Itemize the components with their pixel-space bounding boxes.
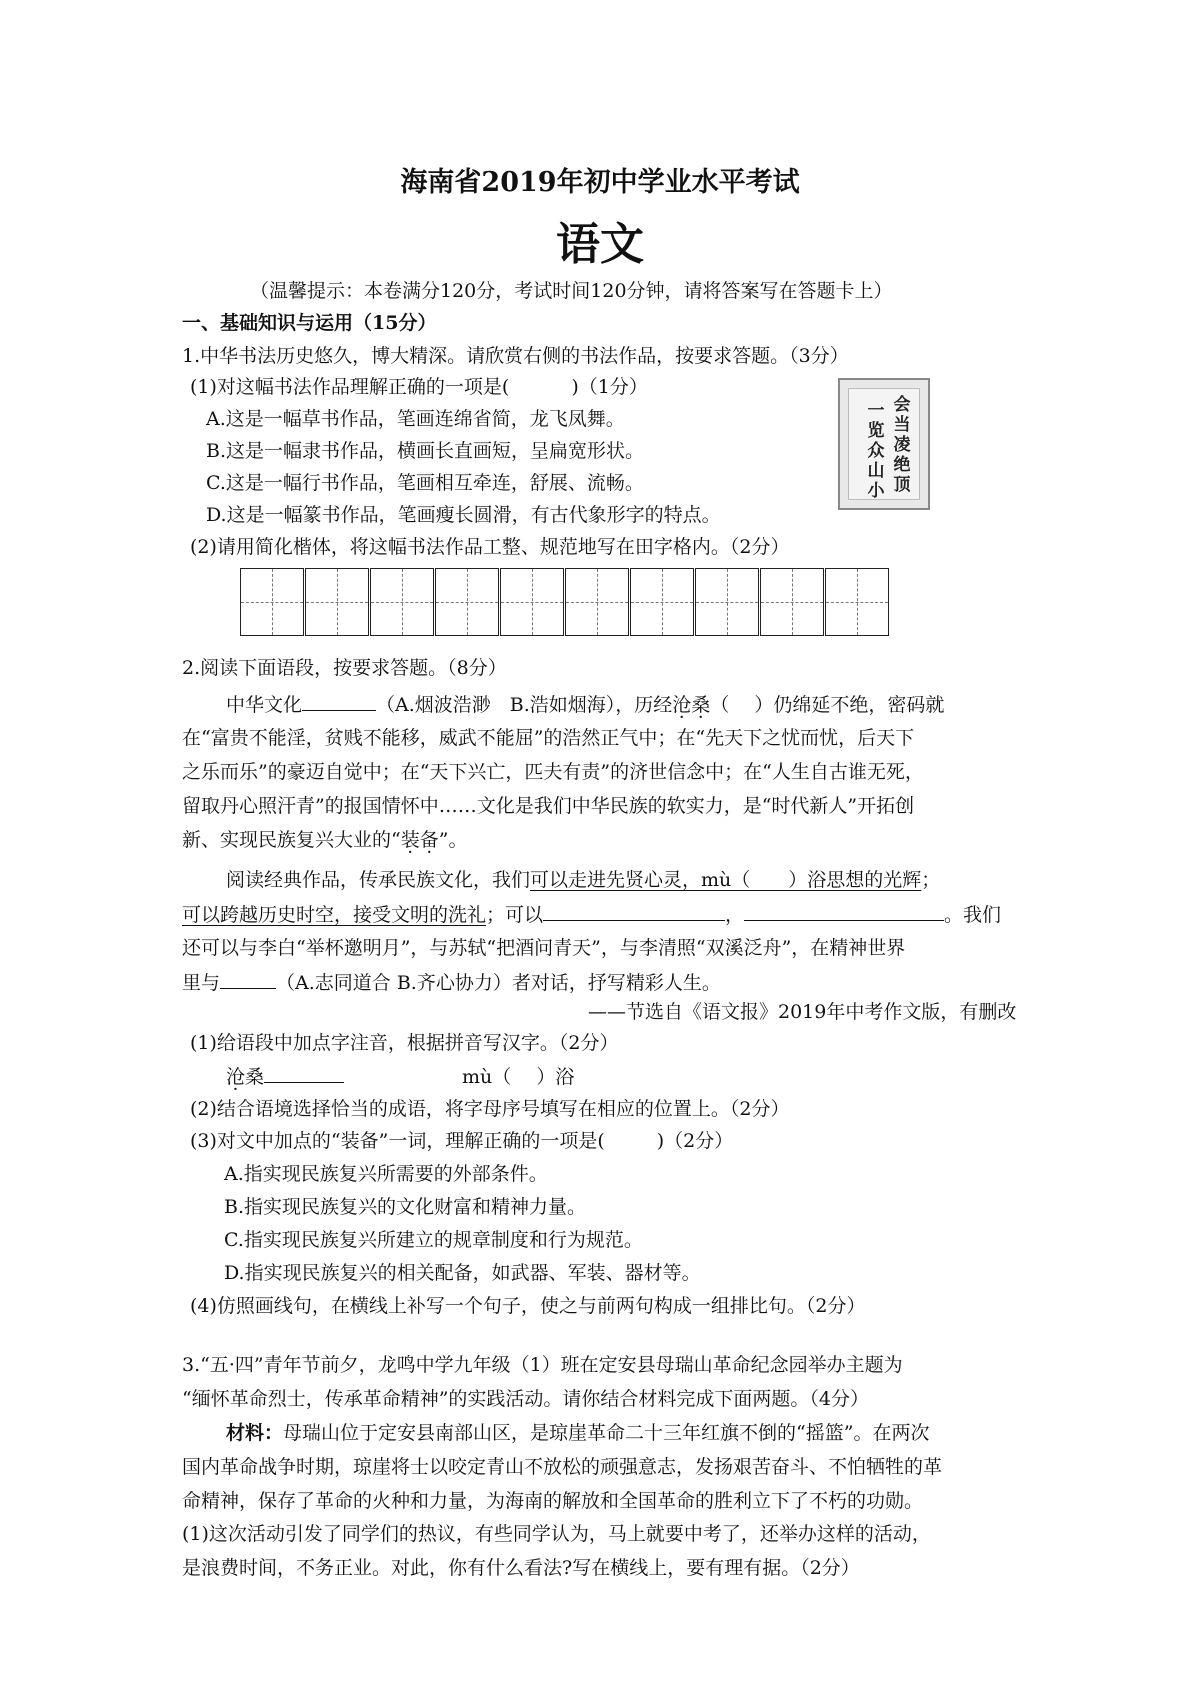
q2-text: （ ）仍绵延不绝，密码就	[710, 694, 945, 716]
idiom-blank-2[interactable]	[220, 970, 276, 989]
q3-text: 母瑞山位于定安县南部山区，是琼崖革命二十三年红旗不倒的“摇篮”。在两次	[283, 1422, 930, 1444]
section-heading: 一、基础知识与运用（15分）	[182, 312, 437, 334]
q2-text: 阅读经典作品，传承民族文化，我们	[226, 869, 531, 891]
q1-stem: 1.中华书法历史悠久，博大精深。请欣赏右侧的书法作品，按要求答题。（3分）	[182, 345, 849, 367]
q2-sub1-answers	[226, 1064, 574, 1089]
idiom-blank-1[interactable]	[302, 692, 376, 711]
grid-cell[interactable]	[760, 568, 824, 636]
q2-para1-line5	[182, 828, 467, 852]
q2-text: 桑	[245, 1066, 265, 1088]
q2-text: )（2分）	[656, 1130, 734, 1152]
q2-para2-line4	[182, 970, 721, 995]
q1-sub1	[190, 375, 648, 399]
material-label: 材料：	[226, 1422, 284, 1444]
q3-sub1-line2: 是浪费时间，不务正业。对此，你有什么看法?写在横线上，要有理有据。（2分）	[182, 1557, 860, 1579]
q1-option-b: B.这是一幅隶书作品，横画长直画短，呈扁宽形状。	[206, 440, 645, 462]
calligraphy-paper	[848, 388, 920, 500]
q2-text: （A.烟波浩渺 B.浩如烟海），历经	[376, 694, 673, 716]
calligraphy-artwork	[838, 378, 930, 510]
dotted-char: 桑	[691, 694, 711, 716]
answer-blank-1[interactable]	[543, 902, 725, 921]
q2-para1-line4: 留取丹心照汗青”的报国情怀中……文化是我们中华民族的软实力，是“时代新人”开拓创	[182, 795, 915, 817]
q2-option-d: D.指实现民族复兴的相关配备，如武器、军装、器材等。	[224, 1262, 701, 1284]
q3-material-line1	[226, 1421, 929, 1445]
q3-stem-line2: “缅怀革命烈士，传承革命精神”的实践活动。请你结合材料完成下面两题。（4分）	[182, 1388, 870, 1410]
q2-option-b: B.指实现民族复兴的文化财富和精神力量。	[224, 1196, 587, 1218]
grid-cell[interactable]	[825, 568, 889, 636]
exam-tip: （温馨提示：本卷满分120分，考试时间120分钟，请将答案写在答题卡上）	[250, 280, 893, 302]
calligraphy-column-2: 一览众山小	[867, 401, 885, 501]
q2-para2-line1	[226, 868, 940, 892]
q1-option-d: D.这是一幅篆书作品，笔画瘦长圆滑，有古代象形字的特点。	[206, 504, 721, 526]
q2-text: （A.志同道合 B.齐心协力）者对话，抒写精彩人生。	[276, 972, 721, 994]
grid-cell[interactable]	[630, 568, 694, 636]
q2-sub2: (2)结合语境选择恰当的成语，将字母序号填写在相应的位置上。（2分）	[190, 1098, 790, 1120]
q2-text: (3)对文中加点的“装备”一词，理解正确的一项是(	[190, 1130, 605, 1152]
grid-cell[interactable]	[305, 568, 369, 636]
grid-cell[interactable]	[435, 568, 499, 636]
q3-material-line3: 命精神，保存了革命的火种和力量，为海南的解放和全国革命的胜利立下了不朽的功勋。	[182, 1490, 924, 1512]
q2-text: ，	[725, 904, 745, 926]
grid-cell[interactable]	[370, 568, 434, 636]
q2-option-c: C.指实现民族复兴所建立的规章制度和行为规范。	[224, 1229, 643, 1251]
tianzige-grid	[240, 568, 890, 636]
q1-sub1-score: )（1分）	[571, 376, 648, 398]
grid-cell[interactable]	[565, 568, 629, 636]
q2-para2-line3: 还可以与李白“举杯邀明月”，与苏轼“把酒问青天”，与李清照“双溪泛舟”，在精神世界	[182, 937, 906, 959]
q2-text: mù（ ）浴	[462, 1066, 575, 1088]
q2-para1-line1	[226, 692, 944, 717]
q2-stem: 2.阅读下面语段，按要求答题。（8分）	[182, 657, 507, 679]
q2-text: 中华文化	[226, 694, 303, 716]
q2-sub1: (1)给语段中加点字注音，根据拼音写汉字。（2分）	[190, 1032, 619, 1054]
q3-material-line2: 国内革命战争时期，琼崖将士以咬定青山不放松的顽强意志，发扬艰苦奋斗、不怕牺牲的革	[182, 1456, 943, 1478]
subject-title: 语文	[556, 219, 644, 270]
dotted-char: 备	[419, 829, 439, 851]
q2-text: 。我们	[944, 904, 1002, 926]
q1-option-c: C.这是一幅行书作品，笔画相互牵连，舒展、流畅。	[206, 472, 644, 494]
q2-text: 里与	[182, 972, 221, 994]
q3-sub1-line1: (1)这次活动引发了同学们的热议，有些同学认为，马上就要中考了，还举办这样的活动，	[182, 1523, 931, 1545]
q2-para2-line2	[182, 902, 1001, 927]
underlined-sentence-1: 可以走进先贤心灵，mù（ ）浴思想的光辉	[530, 869, 922, 891]
grid-cell[interactable]	[240, 568, 304, 636]
answer-blank-2[interactable]	[744, 902, 944, 921]
q2-text: ；可以	[486, 904, 544, 926]
q2-source: ——节选自《语文报》2019年中考作文版，有删改	[588, 1001, 1017, 1023]
q2-sub4: (4)仿照画线句，在横线上补写一个句子，使之与前两句构成一组排比句。（2分）	[190, 1295, 866, 1317]
grid-cell[interactable]	[695, 568, 759, 636]
q2-para1-line2: 在“富贵不能淫，贫贱不能移，威武不能屈”的浩然正气中；在“先天下之忧而忧，后天下	[182, 727, 915, 749]
q2-text: ；	[921, 869, 941, 891]
q1-sub2: (2)请用简化楷体，将这幅书法作品工整、规范地写在田字格内。（2分）	[190, 536, 790, 558]
calligraphy-column-1: 会当凌绝顶	[893, 395, 911, 495]
q3-stem-line1: 3.“五·四”青年节前夕，龙鸣中学九年级（1）班在定安县母瑞山革命纪念园举办主题为	[182, 1354, 903, 1376]
q1-option-a: A.这是一幅草书作品，笔画连绵省简，龙飞凤舞。	[206, 408, 625, 430]
dotted-char: 沧	[226, 1066, 246, 1088]
pinyin-blank[interactable]	[264, 1064, 344, 1083]
q2-para1-line3: 之乐而乐”的豪迈自觉中；在“天下兴亡，匹夫有责”的济世信念中；在“人生自古谁无死，	[182, 761, 924, 783]
dotted-char: 装	[400, 829, 420, 851]
q2-text: ”。	[438, 829, 468, 851]
q2-text: 新、实现民族复兴大业的“	[182, 829, 401, 851]
q2-sub3	[190, 1129, 733, 1153]
dotted-char: 沧	[672, 694, 692, 716]
grid-cell[interactable]	[500, 568, 564, 636]
q1-sub1-text: (1)对这幅书法作品理解正确的一项是(	[190, 376, 510, 398]
q2-option-a: A.指实现民族复兴所需要的外部条件。	[224, 1163, 548, 1185]
underlined-sentence-2: 可以跨越历史时空，接受文明的洗礼	[182, 904, 487, 926]
exam-title: 海南省2019年初中学业水平考试	[400, 167, 800, 198]
